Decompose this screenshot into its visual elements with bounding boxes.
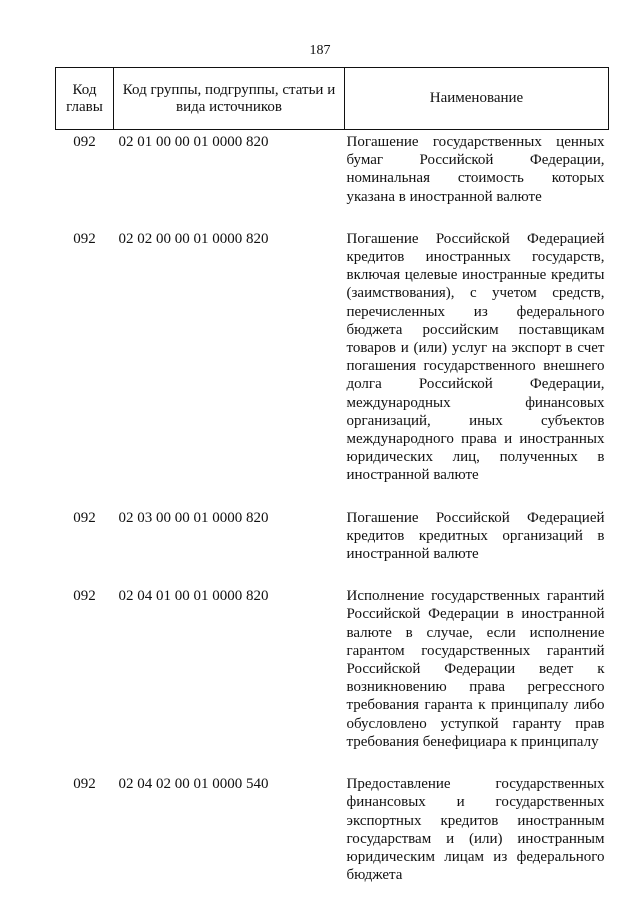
name-cell: Погашение Российской Федерацией кредитов иностранных государств, включая целевые иностранные кредиты (заимствования), с учетом средств, перечисленных из федерального бюджета российским поставщикам товаров и (или) услуг на экспорт в счет погашения государственного внешнего долга Российской Федерации, международных финансовых организаций, иных субъектов международного права и иностранных юридических лиц, полученных в иностранной валюте	[345, 230, 609, 509]
header-source-code: Код группы, подгруппы, статьи и вида источников	[114, 68, 345, 130]
table-row	[56, 230, 609, 509]
table-row	[56, 587, 609, 775]
sources-table	[55, 67, 609, 908]
table-header	[56, 68, 609, 130]
table-row	[56, 509, 609, 588]
source-code-cell: 02 02 00 00 01 0000 820	[114, 230, 345, 509]
source-code-cell: 02 03 00 00 01 0000 820	[114, 509, 345, 588]
table-row	[56, 130, 609, 230]
header-name: Наименование	[345, 68, 609, 130]
name-cell: Исполнение государственных гарантий Российской Федерации в иностранной валюте в случае, если исполнение гарантом государственных гарантий Российской Федерации ведет к возникновению права регрессного требования гаранта к принципалу либо обусловлено уступкой гаранту прав требования бенефициара к принципалу	[345, 587, 609, 775]
source-code-cell: 02 04 02 00 01 0000 540	[114, 775, 345, 908]
chapter-code-cell: 092	[56, 775, 114, 908]
chapter-code-cell: 092	[56, 587, 114, 775]
header-chapter-code: Код главы	[56, 68, 114, 130]
chapter-code-cell: 092	[56, 509, 114, 588]
page-number: 187	[0, 43, 640, 59]
table-body	[56, 130, 609, 908]
chapter-code-cell: 092	[56, 130, 114, 230]
name-cell: Погашение государственных ценных бумаг Российской Федерации, номинальная стоимость которых указана в иностранной валюте	[345, 130, 609, 230]
chapter-code-cell: 092	[56, 230, 114, 509]
name-cell: Предоставление государственных финансовых и государственных экспортных кредитов иностранным государствам и (или) иностранным юридическим лицам из федерального бюджета	[345, 775, 609, 908]
source-code-cell: 02 01 00 00 01 0000 820	[114, 130, 345, 230]
source-code-cell: 02 04 01 00 01 0000 820	[114, 587, 345, 775]
table-row	[56, 775, 609, 908]
name-cell: Погашение Российской Федерацией кредитов кредитных организаций в иностранной валюте	[345, 509, 609, 588]
